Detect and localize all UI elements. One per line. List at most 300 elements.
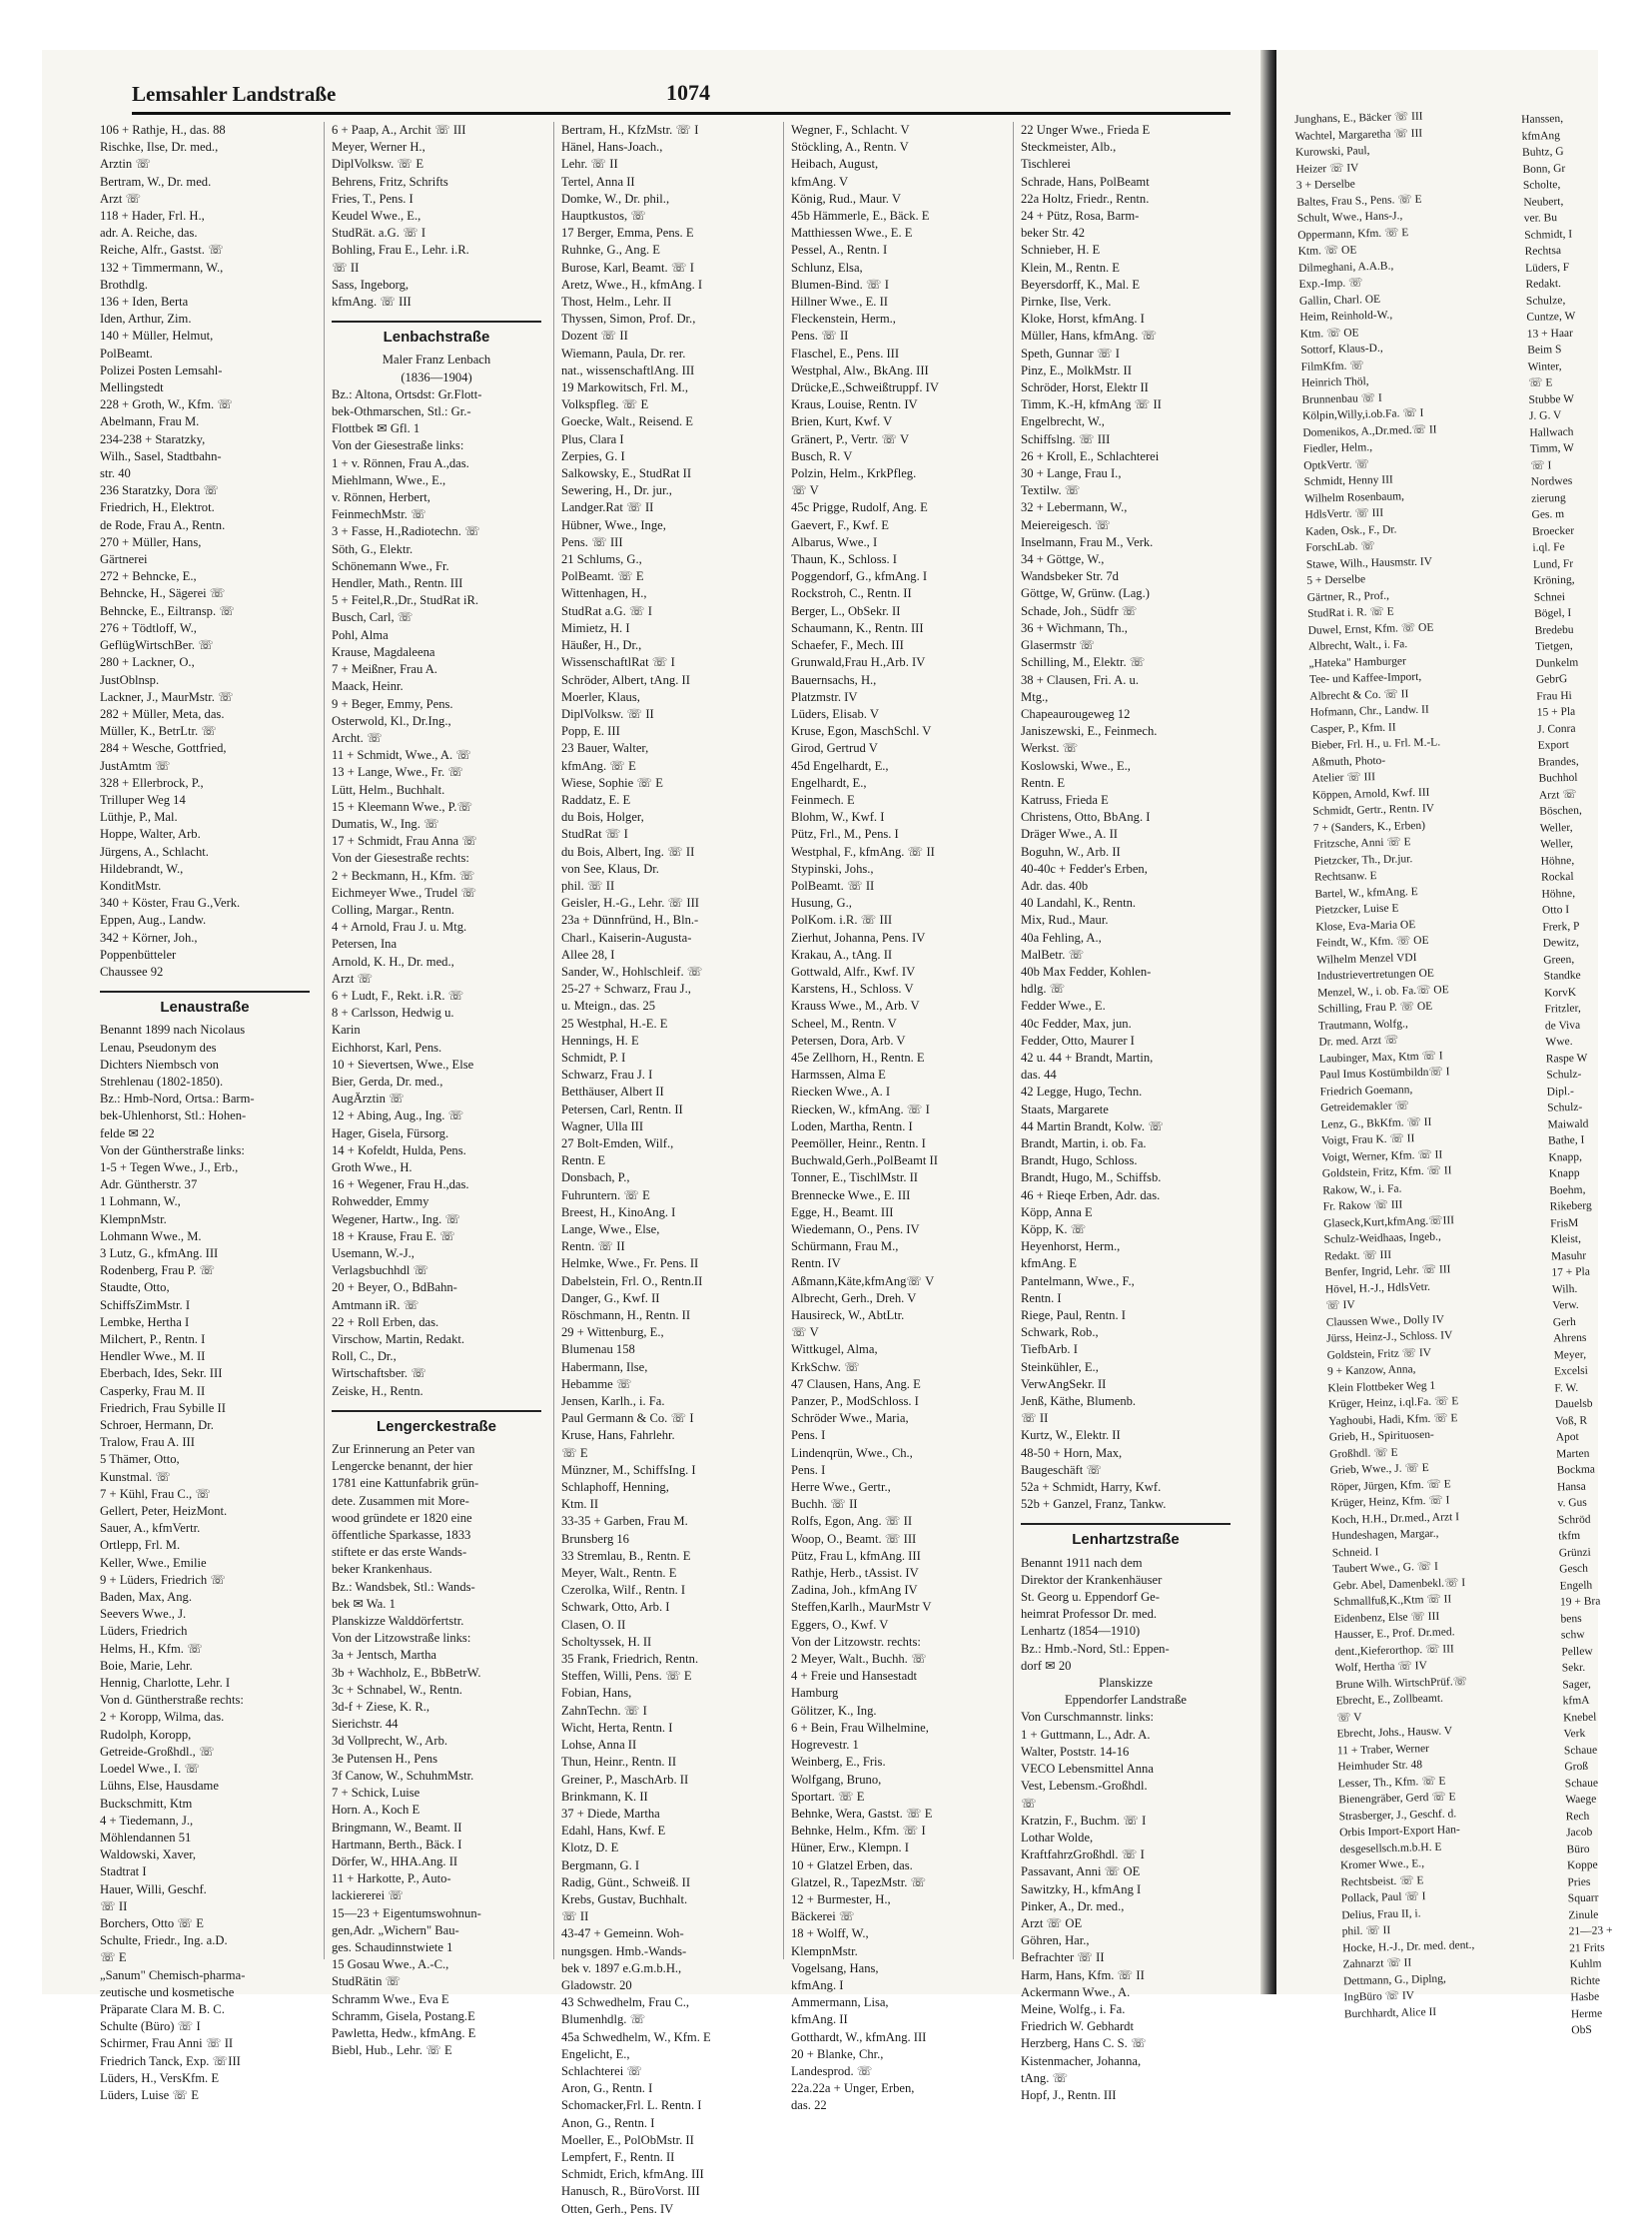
- entry-line: ObS: [1571, 2023, 1592, 2037]
- entry-line: Duwel, Ernst, Kfm. ☏ OE: [1307, 621, 1434, 637]
- entry-line: Schaefer, F., Mech. III: [791, 638, 904, 653]
- entry-line: Krüger, Heinz, i.ql.Fa. ☏ E: [1327, 1395, 1459, 1411]
- entry-line: Lüders, Elisab. V: [791, 706, 879, 721]
- entry-line: Pietzcker, Luise E: [1314, 902, 1399, 917]
- entry-line: Glaseck,Kurt,kfmAng.☏III: [1322, 1213, 1455, 1230]
- entry-line: tAng. ☏: [1021, 2070, 1069, 2085]
- entry-line: Eberbach, Ides, Sekr. III: [100, 1366, 223, 1381]
- column-divider: [553, 122, 554, 1959]
- entry-line: 140 + Müller, Helmut,: [100, 329, 214, 344]
- entry-line: ☏ I: [1530, 458, 1552, 472]
- entry-line: 282 + Müller, Meta, das.: [100, 706, 225, 721]
- entry-line: Brandt, Hugo, Schloss.: [1021, 1153, 1138, 1168]
- entry-line: Meiereigesch. ☏: [1021, 517, 1111, 532]
- entry-line: Schneid. I: [1331, 1545, 1379, 1560]
- entry-line: Gladowstr. 20: [561, 1977, 632, 1992]
- entry-line: Blumenhdlg. ☏: [561, 2012, 646, 2027]
- entry-line: Eidenbenz, Else ☏ III: [1333, 1610, 1440, 1625]
- entry-line: dorf ✉ 20: [1021, 1658, 1072, 1673]
- entry-line: Gärtnerei: [100, 552, 148, 567]
- entry-line: Domenikos, A.,Dr.med.☏ II: [1302, 422, 1437, 439]
- entry-line: 11 + Harkotte, P., Auto-: [332, 1871, 451, 1886]
- entry-line: Hausireck, W., AbtLtr.: [791, 1308, 905, 1323]
- entry-line: 13 + Haar: [1526, 327, 1574, 341]
- entry-line: Frerk, P: [1542, 920, 1580, 934]
- entry-line: Ruhnke, G., Ang. E: [561, 243, 660, 258]
- entry-line: Von der Litzowstraße links:: [332, 1631, 471, 1646]
- entry-line: Rentn. IV: [791, 1256, 841, 1271]
- entry-line: Schmallfuß,K.,Ktm ☏ II: [1332, 1593, 1452, 1609]
- entry-line: Wolfgang, Bruno,: [791, 1772, 882, 1787]
- entry-line: Moeller, E., PolObMstr. II: [561, 2132, 694, 2147]
- entry-line: Dewitz,: [1542, 936, 1580, 950]
- entry-line: Frau Hi: [1536, 689, 1572, 703]
- entry-line: Eppen, Aug., Landw.: [100, 913, 207, 928]
- entry-line: 30 + Lange, Frau I.,: [1021, 466, 1122, 481]
- entry-line: MalBetr. ☏: [1021, 947, 1085, 962]
- entry-line: Otten, Gerh., Pens. IV: [561, 2201, 674, 2216]
- entry-line: Hansa: [1556, 1480, 1586, 1494]
- entry-line: Tertel, Anna II: [561, 174, 635, 189]
- entry-line: Röper, Jürgen, Kfm. ☏ E: [1329, 1477, 1451, 1494]
- entry-line: Steinkühler, E.,: [1021, 1359, 1099, 1374]
- entry-line: Pollack, Paul ☏ I: [1340, 1890, 1426, 1905]
- entry-line: Pinker, A., Dr. med.,: [1021, 1898, 1125, 1913]
- entry-line: Bringmann, W., Beamt. II: [332, 1820, 462, 1835]
- entry-line: Hebamme ☏: [561, 1376, 632, 1391]
- entry-line: ver. Bu: [1523, 212, 1558, 225]
- entry-line: 228 + Groth, W., Kfm. ☏: [100, 397, 234, 412]
- entry-line: Hennig, Charlotte, Lehr. I: [100, 1676, 231, 1691]
- entry-line: 14 + Kofeldt, Hulda, Pens.: [332, 1142, 466, 1157]
- entry-line: Hänel, Hans-Joach.,: [561, 140, 663, 155]
- entry-line: Strehlenau (1802-1850).: [100, 1074, 224, 1089]
- entry-line: ForschLab. ☏: [1305, 540, 1375, 554]
- entry-line: kfmA: [1562, 1694, 1590, 1708]
- entry-line: Ackermann Wwe., A.: [1021, 1984, 1131, 1999]
- entry-line: du Bois, Holger,: [561, 810, 644, 825]
- entry-line: Dörfer, W., HHA.Ang. II: [332, 1853, 458, 1868]
- entry-line: nungsgen. Hmb.-Wands-: [561, 1943, 687, 1958]
- entry-line: Lenau, Pseudonym des: [100, 1040, 217, 1055]
- entry-line: Chapeaurougeweg 12: [1021, 706, 1131, 721]
- entry-line: bens: [1560, 1612, 1582, 1625]
- entry-line: Polzin, Helm., KrkPfleg.: [791, 466, 917, 481]
- entry-line: Panzer, P., ModSchloss. I: [791, 1394, 919, 1409]
- entry-line: KorvK: [1543, 986, 1577, 1000]
- entry-line: felde ✉ 22: [100, 1125, 155, 1140]
- entry-line: Göhren, Har.,: [1021, 1933, 1090, 1948]
- entry-line: Bertram, W., Dr. med.: [100, 174, 212, 189]
- entry-line: Hendler, Math., Rentn. III: [332, 576, 463, 591]
- entry-line: Brunsberg 16: [561, 1531, 629, 1546]
- entry-line: 7 + Meißner, Frau A.: [332, 662, 437, 677]
- entry-line: Menzel, W., i. ob. Fa.☏ OE: [1316, 983, 1449, 1000]
- entry-line: Salkowsky, E., StudRat II: [561, 466, 692, 481]
- column-divider: [324, 122, 325, 1959]
- entry-line: Miehlmann, Wwe., E.,: [332, 472, 446, 487]
- entry-line: Gellert, Peter, HeizMont.: [100, 1504, 228, 1519]
- entry-line: Kraus, Louise, Rentn. IV: [791, 397, 918, 412]
- entry-line: Schroer, Hermann, Dr.: [100, 1418, 214, 1433]
- entry-line: Donsbach, P.,: [561, 1170, 630, 1185]
- entry-line: Direktor der Krankenhäuser: [1021, 1572, 1163, 1587]
- facing-page: [1276, 82, 1613, 2037]
- entry-line: Kunstmal. ☏: [100, 1469, 172, 1484]
- entry-line: Glasermstr ☏: [1021, 638, 1096, 653]
- entry-line: 52a + Schmidt, Harry, Kwf.: [1021, 1480, 1162, 1495]
- entry-line: 45a Schwedhelm, W., Kfm. E: [561, 2029, 711, 2044]
- entry-line: Schlaphoff, Henning,: [561, 1480, 669, 1495]
- entry-line: 42 Legge, Hugo, Techn.: [1021, 1085, 1143, 1100]
- entry-line: ☏ V: [791, 483, 819, 498]
- entry-line: Dipl.-: [1546, 1085, 1574, 1099]
- entry-line: Wachtel, Margaretha ☏ III: [1294, 127, 1423, 143]
- entry-line: Von Curschmannstr. links:: [1021, 1710, 1155, 1725]
- entry-line: Zinule: [1568, 1908, 1599, 1921]
- entry-line: ☏ E: [100, 1950, 127, 1965]
- entry-line: 7 + Schick, Luise: [332, 1786, 420, 1801]
- entry-line: Horn. A., Koch E: [332, 1803, 420, 1818]
- entry-line: Aßmuth, Photo-: [1310, 754, 1386, 769]
- entry-line: kfmAng. V: [791, 174, 849, 189]
- entry-line: Pens. I: [791, 1428, 826, 1443]
- entry-line: Schilling, Frau P. ☏ OE: [1317, 1000, 1433, 1016]
- entry-line: Speth, Gunnar ☏ I: [1021, 346, 1120, 361]
- entry-line: Borchers, Otto ☏ E: [100, 1915, 204, 1930]
- entry-line: Ges. m: [1531, 508, 1565, 521]
- entry-line: ☏ II: [561, 1909, 589, 1924]
- entry-line: Poggendorf, G., kfmAng. I: [791, 569, 928, 584]
- entry-line: Benfer, Ingrid, Lehr. ☏ III: [1324, 1263, 1451, 1279]
- entry-line: Behncke, H., Sägerei ☏: [100, 586, 226, 601]
- book-gutter: [1260, 50, 1276, 1994]
- entry-line: Brien, Kurt, Kwf. V: [791, 414, 893, 429]
- entry-line: Jensen, Karlh., i. Fa.: [561, 1394, 665, 1409]
- entry-line: Brandt, Martin, i. ob. Fa.: [1021, 1135, 1147, 1150]
- street-heading: Lenaustraße: [100, 991, 310, 1016]
- entry-line: „Hateka" Hamburger: [1308, 654, 1406, 670]
- entry-line: Brune Wilh. WirtschPrüf.☏: [1335, 1675, 1468, 1691]
- entry-line: Brinkmann, K. II: [561, 1789, 648, 1804]
- entry-line: Fedder, Otto, Maurer I: [1021, 1033, 1135, 1048]
- entry-line: Adr. das. 40b: [1021, 878, 1089, 893]
- entry-line: 9 + Beger, Emmy, Pens.: [332, 696, 453, 711]
- entry-line: hdlg. ☏: [1021, 982, 1066, 997]
- entry-line: Wittkugel, Alma,: [791, 1342, 878, 1357]
- entry-line: 43-47 + Gemeinn. Woh-: [561, 1926, 684, 1941]
- entry-line: Heizer ☏ IV: [1295, 161, 1359, 176]
- entry-line: Lüders, H., VersKfm. E: [100, 2070, 220, 2085]
- entry-line: kfmAng. ☏ III: [332, 295, 412, 310]
- street-heading: Lenbachstraße: [332, 321, 541, 346]
- entry-line: Berger, L., ObSekr. II: [791, 603, 901, 618]
- entry-line: Junghans, E., Bäcker ☏ III: [1294, 110, 1423, 126]
- entry-line: Vest, Lebensm.-Großhdl.: [1021, 1779, 1148, 1794]
- entry-line: gen,Adr. „Wichern" Bau-: [332, 1922, 459, 1937]
- entry-line: KonditMstr.: [100, 878, 162, 893]
- entry-line: Apot: [1555, 1430, 1579, 1444]
- entry-line: Keller, Wwe., Emilie: [100, 1555, 207, 1570]
- entry-line: Egge, H., Beamt. III: [791, 1204, 894, 1219]
- entry-line: Rodenberg, Frau P. ☏: [100, 1263, 216, 1278]
- entry-line: Katruss, Frieda E: [1021, 792, 1109, 807]
- entry-line: Dilmeghani, A.A.B.,: [1297, 259, 1394, 275]
- entry-line: Rentn. E: [561, 1153, 606, 1168]
- entry-line: ☏ E: [561, 1445, 588, 1460]
- entry-line: Höhne,: [1541, 887, 1576, 901]
- entry-line: Albarus, Wwe., I: [791, 534, 878, 549]
- entry-line: Weller,: [1540, 837, 1574, 851]
- entry-line: Schwarz, Frau J. I: [561, 1068, 653, 1083]
- entry-line: Meyer, Walt., Rentn. E: [561, 1566, 677, 1581]
- entry-line: beker Str. 42: [1021, 226, 1086, 241]
- entry-line: Lehr. ☏ II: [561, 157, 618, 172]
- entry-line: Schramm Wwe., Eva E: [332, 1991, 449, 2006]
- entry-line: Schmidt, Henny III: [1303, 473, 1393, 488]
- entry-line: Standke: [1543, 969, 1581, 983]
- entry-line: Peemöller, Heinr., Rentn. I: [791, 1135, 926, 1150]
- entry-line: de Rode, Frau A., Rentn.: [100, 517, 226, 532]
- entry-line: 5 + Feitel,R.,Dr., StudRat iR.: [332, 593, 479, 608]
- entry-line: HdlsVertr. ☏ III: [1304, 506, 1384, 521]
- entry-line: Wirtschaftsber. ☏: [332, 1366, 426, 1381]
- entry-line: Lange, Wwe., Else,: [561, 1222, 660, 1236]
- entry-line: „Sanum" Chemisch-pharma-: [100, 1967, 246, 1982]
- entry-line: str. 40: [100, 466, 131, 481]
- entry-line: 25-27 + Schwarz, Frau J.,: [561, 982, 691, 997]
- entry-line: Arzt ☏ OE: [1021, 1915, 1083, 1930]
- entry-line: ☏ IV: [1325, 1298, 1355, 1312]
- entry-line: StudRätin ☏: [332, 1974, 402, 1989]
- entry-line: Strasberger, J., Geschf. d.: [1338, 1807, 1457, 1823]
- entry-line: 20 + Beyer, O., BdBahn-: [332, 1280, 457, 1295]
- entry-line: Abelmann, Frau M.: [100, 414, 200, 429]
- entry-line: Jürss, Heinz-J., Schloss. IV: [1326, 1329, 1453, 1345]
- entry-line: tkfm: [1558, 1529, 1581, 1543]
- entry-line: Meyer,: [1553, 1348, 1587, 1362]
- entry-line: Büro: [1566, 1843, 1590, 1855]
- entry-line: Lackner, J., MaurMstr. ☏: [100, 689, 234, 704]
- running-street-title: Lemsahler Landstraße: [132, 82, 337, 106]
- entry-line: Wiedemann, O., Pens. IV: [791, 1222, 920, 1236]
- entry-line: Bonn, Gr: [1522, 162, 1566, 176]
- entry-line: Bergmann, G. I: [561, 1857, 640, 1872]
- entry-line: Flottbek ✉ Gfl. 1: [332, 421, 420, 436]
- entry-line: Kistenmacher, Johanna,: [1021, 2053, 1142, 2068]
- entry-line: StudRat i. R. ☏ E: [1307, 605, 1394, 620]
- entry-line: 43 Schwedhelm, Frau C.,: [561, 1995, 690, 2010]
- entry-line: Pens. I: [791, 1462, 826, 1477]
- entry-line: 37 + Diede, Martha: [561, 1806, 660, 1821]
- entry-line: Lothar Wolde,: [1021, 1830, 1094, 1845]
- entry-line: Flaschel, E., Pens. III: [791, 346, 900, 361]
- entry-line: Albrecht & Co. ☏ II: [1309, 687, 1409, 703]
- entry-line: 3 + Fasse, H.,Radiotechn. ☏: [332, 524, 480, 539]
- entry-line: Lühns, Else, Hausdame: [100, 1779, 219, 1794]
- entry-line: Rolfs, Egon, Ang. ☏ II: [791, 1514, 913, 1529]
- entry-line: OptkVertr. ☏: [1303, 457, 1369, 472]
- entry-line: Goecke, Walt., Reisend. E: [561, 414, 694, 429]
- entry-line: 20 + Blanke, Chr.,: [791, 2046, 884, 2061]
- entry-line: Danger, G., Kwf. II: [561, 1290, 660, 1305]
- entry-line: 15 + Pla: [1536, 705, 1576, 719]
- entry-line: Laubinger, Max, Ktm ☏ I: [1318, 1049, 1443, 1066]
- entry-line: 15 Gosau Wwe., A.-C.,: [332, 1957, 449, 1972]
- entry-line: Mimietz, H. I: [561, 620, 630, 635]
- entry-line: Buhtz, G: [1521, 145, 1564, 159]
- entry-line: Woop, O., Beamt. ☏ III: [791, 1531, 917, 1546]
- entry-line: Ahrens: [1553, 1331, 1587, 1345]
- entry-line: 24 + Pütz, Rosa, Barm-: [1021, 209, 1140, 224]
- entry-line: Schulte (Büro) ☏ I: [100, 2019, 201, 2034]
- entry-line: Lüders, F: [1524, 261, 1570, 275]
- entry-line: Kromer Wwe., E.,: [1339, 1857, 1425, 1872]
- entry-line: ☏ II: [1021, 1411, 1049, 1426]
- entry-line: Janiszewski, E., Feinmech.: [1021, 724, 1158, 739]
- entry-line: Petersen, Dora, Arb. V: [791, 1033, 906, 1048]
- entry-line: Schwark, Rob.,: [1021, 1325, 1099, 1340]
- entry-line: adr. A. Reiche, das.: [100, 226, 198, 241]
- entry-line: Girod, Gertrud V: [791, 741, 878, 756]
- entry-line: Blumenau 158: [561, 1342, 635, 1357]
- entry-line: Keudel Wwe., E.,: [332, 209, 421, 224]
- entry-line: Engelbrecht, W.,: [1021, 414, 1105, 429]
- entry-line: 342 + Körner, Joh.,: [100, 930, 198, 945]
- entry-line: 40a Fehling, A.,: [1021, 930, 1102, 945]
- entry-line: 29 + Wittenburg, E.,: [561, 1325, 664, 1340]
- entry-line: Dauelsb: [1554, 1397, 1593, 1411]
- facing-column-2: [1521, 110, 1649, 2037]
- entry-line: Passavant, Anni ☏ OE: [1021, 1864, 1141, 1879]
- entry-line: ☏ II: [332, 260, 360, 275]
- entry-line: Hauer, Willi, Geschf.: [100, 1881, 207, 1896]
- entry-line: Stypinski, Johs.,: [791, 861, 874, 876]
- entry-line: Sewering, H., Dr. jur.,: [561, 483, 672, 498]
- entry-line: Broecker: [1531, 524, 1575, 538]
- entry-line: Schrade, Hans, PolBeamt: [1021, 174, 1150, 189]
- entry-line: Westphal, F., kfmAng. ☏ II: [791, 844, 935, 859]
- entry-line: Aretz, Wwe., H., kfmAng. I: [561, 277, 703, 292]
- entry-line: Volkspfleg. ☏ E: [561, 397, 649, 412]
- entry-line: Sottorf, Klaus-D.,: [1300, 342, 1383, 357]
- entry-line: Bathe, I: [1547, 1133, 1585, 1147]
- entry-line: Bz.: Altona, Ortsdst: Gr.Flott-: [332, 386, 482, 401]
- entry-line: Roll, C., Dr.,: [332, 1349, 397, 1364]
- entry-line: Sager,: [1562, 1678, 1591, 1691]
- entry-line: Schmidt, P. I: [561, 1050, 626, 1065]
- entry-line: 45e Zellhorn, H., Rentn. E: [791, 1050, 925, 1065]
- entry-line: Grünzi: [1558, 1546, 1591, 1560]
- entry-line: Westphal, Alw., BkAng. III: [791, 363, 929, 377]
- column-divider: [783, 122, 784, 1959]
- entry-line: Zierhut, Johanna, Pens. IV: [791, 930, 926, 945]
- entry-line: Goldstein, Fritz, Kfm. ☏ II: [1321, 1164, 1452, 1180]
- entry-line: 5 Thämer, Otto,: [100, 1452, 180, 1467]
- entry-line: Schult, Wwe., Hans-J.,: [1296, 210, 1403, 225]
- entry-line: Schaumann, K., Rentn. III: [791, 620, 924, 635]
- entry-line: Tralow, Frau A. III: [100, 1435, 195, 1450]
- entry-line: Trilluper Weg 14: [100, 792, 186, 807]
- entry-line: Rathje, Herb., tAssist. IV: [791, 1566, 919, 1581]
- entry-line: 17 + Schmidt, Frau Anna ☏: [332, 834, 477, 849]
- entry-line: 4 + Freie und Hansestadt: [791, 1669, 918, 1684]
- entry-line: Aßmann,Käte,kfmAng☏ V: [791, 1273, 935, 1288]
- entry-line: Scholtyssek, H. II: [561, 1634, 652, 1649]
- entry-line: Rentn. ☏ II: [561, 1239, 625, 1254]
- entry-line: desgesellsch.m.b.H. E: [1339, 1841, 1442, 1855]
- entry-line: Friedrich Goemann,: [1319, 1083, 1413, 1099]
- entry-line: Landger.Rat ☏ II: [561, 500, 654, 515]
- entry-line: Tietgen,: [1534, 639, 1573, 653]
- entry-line: Heinrich Thöl,: [1300, 375, 1369, 389]
- entry-line: Lempfert, F., Rentn. II: [561, 2149, 675, 2164]
- entry-line: 17 + Pla: [1551, 1265, 1591, 1279]
- entry-line: Pütz, Frau L, kfmAng. III: [791, 1548, 921, 1563]
- entry-line: Münzner, M., SchiffsIng. I: [561, 1462, 696, 1477]
- entry-line: 11 + Schmidt, Wwe., A. ☏: [332, 748, 472, 763]
- entry-line: Köppen, Arnold, Kwf. III: [1311, 786, 1430, 802]
- entry-line: Hauptkustos, ☏: [561, 209, 647, 224]
- entry-line: Koppe: [1566, 1858, 1598, 1872]
- entry-line: Burose, Karl, Beamt. ☏ I: [561, 260, 694, 275]
- entry-line: Stawe, Wilh., Hausmstr. IV: [1305, 555, 1433, 571]
- entry-line: Blumen-Bind. ☏ I: [791, 277, 889, 292]
- entry-line: Schaue: [1564, 1777, 1599, 1790]
- entry-line: Schulz-Weidhaas, Ingeb.,: [1323, 1230, 1441, 1246]
- entry-line: PolKom. i.R. ☏ III: [791, 913, 893, 928]
- entry-line: von See, Klaus, Dr.: [561, 861, 659, 876]
- entry-line: Herre Wwe., Gertr.,: [791, 1480, 891, 1495]
- entry-line: 40 Landahl, K., Rentn.: [1021, 896, 1137, 911]
- entry-line: Arzt ☏: [332, 971, 374, 986]
- entry-line: Fobian, Hans,: [561, 1686, 632, 1701]
- entry-line: Green,: [1543, 953, 1575, 967]
- entry-line: Pinz, E., MolkMstr. II: [1021, 363, 1132, 377]
- entry-line: Timm, K.-H, kfmAng ☏ II: [1021, 397, 1162, 412]
- entry-line: König, Rud., Maur. V: [791, 191, 901, 206]
- entry-line: Thaun, K., Schloss. I: [791, 552, 897, 567]
- entry-line: 42 u. 44 + Brandt, Martin,: [1021, 1050, 1154, 1065]
- entry-line: 45b Hämmerle, E., Bäck. E: [791, 209, 930, 224]
- entry-line: 4 + Arnold, Frau J. u. Mtg.: [332, 920, 467, 935]
- entry-line: Voigt, Werner, Kfm. ☏ II: [1321, 1147, 1443, 1164]
- entry-line: dete. Zusammen mit More-: [332, 1493, 469, 1508]
- entry-line: Gerh: [1552, 1315, 1576, 1329]
- entry-line: 15—23 + Eigentumswohnun-: [332, 1905, 481, 1920]
- entry-line: 3b + Wachholz, E., BbBetrW.: [332, 1665, 481, 1680]
- entry-line: 26 + Kroll, E., Schlachterei: [1021, 448, 1160, 463]
- entry-line: Maack, Heinr.: [332, 679, 404, 694]
- entry-line: Clasen, O. II: [561, 1617, 626, 1632]
- entry-line: ☏ V: [791, 1325, 819, 1340]
- entry-line: Heyenhorst, Herm.,: [1021, 1239, 1121, 1254]
- entry-line: 106 + Rathje, H., das. 88: [100, 123, 226, 137]
- entry-line: Boehm,: [1549, 1183, 1586, 1197]
- entry-line: Platzmstr. IV: [791, 689, 858, 704]
- entry-line: Grieb, Wwe., J. ☏ E: [1329, 1461, 1429, 1477]
- entry-line: Krüger, Heinz, Kfm. ☏ I: [1330, 1494, 1450, 1510]
- entry-line: Chaussee 92: [100, 964, 164, 979]
- entry-line: Jacob: [1565, 1826, 1593, 1840]
- entry-line: Edahl, Hans, Kwf. E: [561, 1824, 666, 1839]
- entry-line: Wilhelm Rosenbaum,: [1303, 489, 1405, 505]
- entry-line: Drücke,E.,Schweißtruppf. IV: [791, 380, 939, 395]
- entry-line: Fries, T., Pens. I: [332, 191, 413, 206]
- address-book-page: [92, 60, 1260, 2216]
- entry-line: Getreide-Großhdl., ☏: [100, 1744, 215, 1759]
- entry-line: Fuhruntern. ☏ E: [561, 1187, 650, 1202]
